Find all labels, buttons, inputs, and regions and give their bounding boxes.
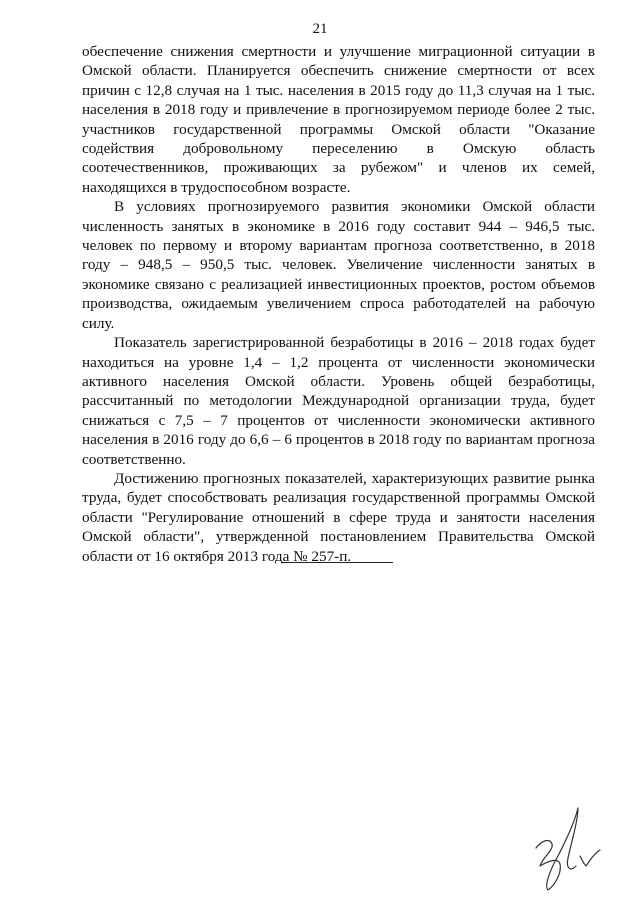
- paragraph-3: Показатель зарегистрированной безработицы в 2016 – 2018 годах будет находиться на уровне 1,4 – 1,2 процента от численности экономически активного населения Омской области. Уровень общей безработицы, рассчитанный по методологии Международной организации труда, будет снижаться с 7,5 – 7 процентов от численности экономически активного населения в 2016 году до 6,6 – 6 процентов в 2018 году по вариантам прогноза соответственно.: [82, 334, 595, 468]
- document-body: [82, 42, 595, 566]
- paragraph-2: В условиях прогнозируемого развития экономики Омской области численность занятых в экономике в 2016 году составит 944 – 946,5 тыс. человек по первому и второму вариантам прогноза соответственно, в 2018 году – 948,5 – 950,5 тыс. человек. Увеличение численности занятых в экономике связано с реализацией инвестиционных проектов, ростом объемов производства, ожидаемым увеличением спроса работодателей на рабочую силу.: [82, 198, 595, 332]
- handwritten-signature: [528, 800, 608, 892]
- paragraph-4: Достижению прогнозных показателей, характеризующих развитие рынка труда, будет способствовать реализация государственной программы Омской области "Регулирование отношений в сфере труда и занятости населения Омской области", утвержденной постановлением Правительства Омской области от 16 октября 2013 года № 257-п.: [82, 469, 595, 565]
- paragraph-1: обеспечение снижения смертности и улучшение миграционной ситуации в Омской области. Планируется обеспечить снижение смертности от всех причин с 12,8 случая на 1 тыс. населения в 2015 году до 11,3 случая на 1 тыс. населения в 2018 году и привлечение в прогнозируемом периоде более 2 тыс. участников государственной программы Омской области "Оказание содействия добровольному переселению в Омскую область соотечественников, проживающих за рубежом" и членов их семей, находящихся в трудоспособном возрасте.: [82, 43, 595, 196]
- page-number: 21: [312, 21, 328, 37]
- end-of-text-divider: [281, 562, 393, 563]
